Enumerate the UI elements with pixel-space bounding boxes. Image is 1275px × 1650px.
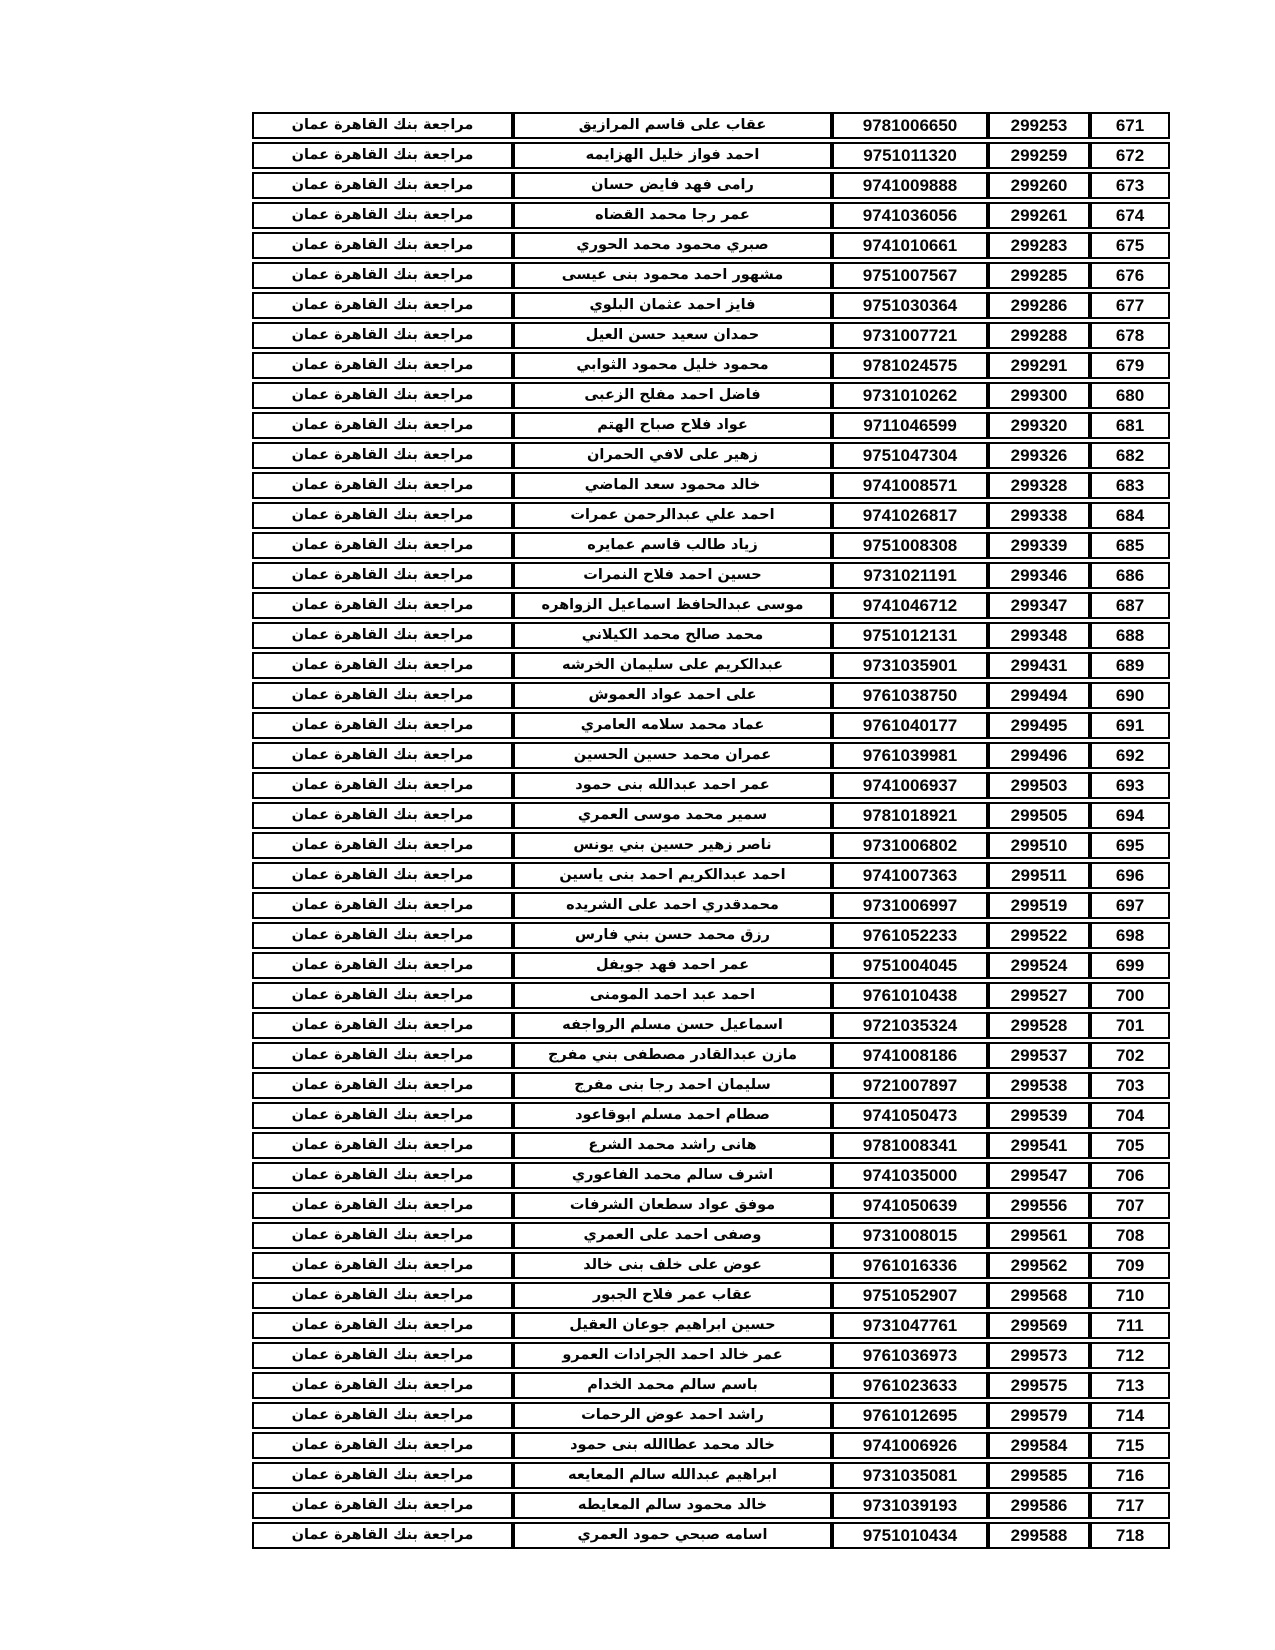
name-cell: سليمان احمد رجا بنى مفرج <box>513 1072 832 1099</box>
name-cell: احمد عبد احمد المومنى <box>513 982 832 1009</box>
national-id-cell: 9761036973 <box>832 1342 988 1369</box>
code-cell: 299524 <box>988 952 1090 979</box>
name-cell: باسم سالم محمد الخدام <box>513 1372 832 1399</box>
table-row <box>252 1402 1170 1429</box>
bank-note-cell: مراجعة بنك القاهرة عمان <box>252 1102 513 1129</box>
table-row <box>252 592 1170 619</box>
national-id-cell: 9751004045 <box>832 952 988 979</box>
table-row <box>252 1072 1170 1099</box>
table-row <box>252 1342 1170 1369</box>
code-cell: 299260 <box>988 172 1090 199</box>
national-id-cell: 9761052233 <box>832 922 988 949</box>
code-cell: 299511 <box>988 862 1090 889</box>
bank-note-cell: مراجعة بنك القاهرة عمان <box>252 892 513 919</box>
code-cell: 299338 <box>988 502 1090 529</box>
table-row <box>252 1222 1170 1249</box>
code-cell: 299494 <box>988 682 1090 709</box>
serial-cell: 692 <box>1090 742 1170 769</box>
bank-note-cell: مراجعة بنك القاهرة عمان <box>252 202 513 229</box>
serial-cell: 680 <box>1090 382 1170 409</box>
name-cell: صبري محمود محمد الحوري <box>513 232 832 259</box>
code-cell: 299537 <box>988 1042 1090 1069</box>
serial-cell: 676 <box>1090 262 1170 289</box>
bank-note-cell: مراجعة بنك القاهرة عمان <box>252 832 513 859</box>
serial-cell: 686 <box>1090 562 1170 589</box>
national-id-cell: 9741050639 <box>832 1192 988 1219</box>
national-id-cell: 9741008571 <box>832 472 988 499</box>
national-id-cell: 9761023633 <box>832 1372 988 1399</box>
table-row <box>252 172 1170 199</box>
serial-cell: 697 <box>1090 892 1170 919</box>
serial-cell: 685 <box>1090 532 1170 559</box>
table-row <box>252 442 1170 469</box>
serial-cell: 671 <box>1090 112 1170 139</box>
name-cell: عقاب على قاسم المرازيق <box>513 112 832 139</box>
table-row <box>252 292 1170 319</box>
code-cell: 299326 <box>988 442 1090 469</box>
code-cell: 299556 <box>988 1192 1090 1219</box>
national-id-cell: 9751047304 <box>832 442 988 469</box>
code-cell: 299328 <box>988 472 1090 499</box>
table-row <box>252 982 1170 1009</box>
table-row <box>252 1132 1170 1159</box>
table-row <box>252 622 1170 649</box>
national-id-cell: 9741046712 <box>832 592 988 619</box>
name-cell: رزق محمد حسن بني فارس <box>513 922 832 949</box>
national-id-cell: 9781006650 <box>832 112 988 139</box>
national-id-cell: 9741036056 <box>832 202 988 229</box>
records-table <box>252 109 1170 1552</box>
code-cell: 299285 <box>988 262 1090 289</box>
bank-note-cell: مراجعة بنك القاهرة عمان <box>252 1042 513 1069</box>
national-id-cell: 9741050473 <box>832 1102 988 1129</box>
table-row <box>252 1372 1170 1399</box>
table-row <box>252 1312 1170 1339</box>
table-row <box>252 352 1170 379</box>
code-cell: 299588 <box>988 1522 1090 1549</box>
bank-note-cell: مراجعة بنك القاهرة عمان <box>252 1012 513 1039</box>
bank-note-cell: مراجعة بنك القاهرة عمان <box>252 772 513 799</box>
bank-note-cell: مراجعة بنك القاهرة عمان <box>252 1192 513 1219</box>
bank-note-cell: مراجعة بنك القاهرة عمان <box>252 1312 513 1339</box>
national-id-cell: 9741009888 <box>832 172 988 199</box>
bank-note-cell: مراجعة بنك القاهرة عمان <box>252 502 513 529</box>
serial-cell: 703 <box>1090 1072 1170 1099</box>
table-row <box>252 502 1170 529</box>
national-id-cell: 9741026817 <box>832 502 988 529</box>
serial-cell: 718 <box>1090 1522 1170 1549</box>
name-cell: عمر احمد عبدالله بنى حمود <box>513 772 832 799</box>
name-cell: عمر رجا محمد القضاه <box>513 202 832 229</box>
name-cell: ابراهيم عبدالله سالم المعايعه <box>513 1462 832 1489</box>
code-cell: 299320 <box>988 412 1090 439</box>
table-row <box>252 232 1170 259</box>
table-row <box>252 952 1170 979</box>
serial-cell: 684 <box>1090 502 1170 529</box>
serial-cell: 715 <box>1090 1432 1170 1459</box>
serial-cell: 691 <box>1090 712 1170 739</box>
table-row <box>252 1462 1170 1489</box>
serial-cell: 713 <box>1090 1372 1170 1399</box>
name-cell: احمد فواز خليل الهزايمه <box>513 142 832 169</box>
serial-cell: 708 <box>1090 1222 1170 1249</box>
bank-note-cell: مراجعة بنك القاهرة عمان <box>252 1162 513 1189</box>
table-row <box>252 1522 1170 1549</box>
national-id-cell: 9711046599 <box>832 412 988 439</box>
name-cell: محمدقدري احمد على الشريده <box>513 892 832 919</box>
code-cell: 299547 <box>988 1162 1090 1189</box>
serial-cell: 682 <box>1090 442 1170 469</box>
table-row <box>252 862 1170 889</box>
name-cell: عمران محمد حسين الحسين <box>513 742 832 769</box>
name-cell: صطام احمد مسلم ابوقاعود <box>513 1102 832 1129</box>
serial-cell: 675 <box>1090 232 1170 259</box>
code-cell: 299288 <box>988 322 1090 349</box>
national-id-cell: 9731006802 <box>832 832 988 859</box>
code-cell: 299527 <box>988 982 1090 1009</box>
name-cell: عماد محمد سلامه العامري <box>513 712 832 739</box>
name-cell: محمد صالح محمد الكيلاني <box>513 622 832 649</box>
bank-note-cell: مراجعة بنك القاهرة عمان <box>252 562 513 589</box>
code-cell: 299495 <box>988 712 1090 739</box>
serial-cell: 701 <box>1090 1012 1170 1039</box>
name-cell: محمود خليل محمود الثوابي <box>513 352 832 379</box>
name-cell: حسين ابراهيم جوعان العقيل <box>513 1312 832 1339</box>
bank-note-cell: مراجعة بنك القاهرة عمان <box>252 952 513 979</box>
bank-note-cell: مراجعة بنك القاهرة عمان <box>252 682 513 709</box>
code-cell: 299573 <box>988 1342 1090 1369</box>
bank-note-cell: مراجعة بنك القاهرة عمان <box>252 232 513 259</box>
national-id-cell: 9751010434 <box>832 1522 988 1549</box>
national-id-cell: 9751007567 <box>832 262 988 289</box>
national-id-cell: 9781008341 <box>832 1132 988 1159</box>
name-cell: زهير على لافي الحمران <box>513 442 832 469</box>
national-id-cell: 9741008186 <box>832 1042 988 1069</box>
code-cell: 299539 <box>988 1102 1090 1129</box>
name-cell: عوض على خلف بنى خالد <box>513 1252 832 1279</box>
serial-cell: 711 <box>1090 1312 1170 1339</box>
national-id-cell: 9751030364 <box>832 292 988 319</box>
name-cell: راشد احمد عوض الرحمات <box>513 1402 832 1429</box>
name-cell: عقاب عمر فلاح الجبور <box>513 1282 832 1309</box>
national-id-cell: 9751011320 <box>832 142 988 169</box>
name-cell: احمد عبدالكريم احمد بنى ياسين <box>513 862 832 889</box>
table-row <box>252 262 1170 289</box>
table-row <box>252 742 1170 769</box>
bank-note-cell: مراجعة بنك القاهرة عمان <box>252 712 513 739</box>
national-id-cell: 9731010262 <box>832 382 988 409</box>
name-cell: رامى فهد فايض حسان <box>513 172 832 199</box>
bank-note-cell: مراجعة بنك القاهرة عمان <box>252 382 513 409</box>
serial-cell: 690 <box>1090 682 1170 709</box>
serial-cell: 706 <box>1090 1162 1170 1189</box>
national-id-cell: 9761016336 <box>832 1252 988 1279</box>
serial-cell: 696 <box>1090 862 1170 889</box>
table-row <box>252 772 1170 799</box>
table-row <box>252 382 1170 409</box>
code-cell: 299579 <box>988 1402 1090 1429</box>
bank-note-cell: مراجعة بنك القاهرة عمان <box>252 1462 513 1489</box>
code-cell: 299585 <box>988 1462 1090 1489</box>
code-cell: 299522 <box>988 922 1090 949</box>
serial-cell: 678 <box>1090 322 1170 349</box>
code-cell: 299253 <box>988 112 1090 139</box>
bank-note-cell: مراجعة بنك القاهرة عمان <box>252 652 513 679</box>
national-id-cell: 9761012695 <box>832 1402 988 1429</box>
bank-note-cell: مراجعة بنك القاهرة عمان <box>252 172 513 199</box>
code-cell: 299503 <box>988 772 1090 799</box>
code-cell: 299291 <box>988 352 1090 379</box>
name-cell: موسى عبدالحافظ اسماعيل الزواهره <box>513 592 832 619</box>
national-id-cell: 9741006926 <box>832 1432 988 1459</box>
national-id-cell: 9751008308 <box>832 532 988 559</box>
national-id-cell: 9761039981 <box>832 742 988 769</box>
serial-cell: 712 <box>1090 1342 1170 1369</box>
code-cell: 299586 <box>988 1492 1090 1519</box>
bank-note-cell: مراجعة بنك القاهرة عمان <box>252 592 513 619</box>
table-row <box>252 1102 1170 1129</box>
bank-note-cell: مراجعة بنك القاهرة عمان <box>252 112 513 139</box>
name-cell: اسماعيل حسن مسلم الرواجفه <box>513 1012 832 1039</box>
code-cell: 299286 <box>988 292 1090 319</box>
code-cell: 299283 <box>988 232 1090 259</box>
code-cell: 299261 <box>988 202 1090 229</box>
name-cell: حسين احمد فلاح النمرات <box>513 562 832 589</box>
bank-note-cell: مراجعة بنك القاهرة عمان <box>252 802 513 829</box>
national-id-cell: 9741007363 <box>832 862 988 889</box>
bank-note-cell: مراجعة بنك القاهرة عمان <box>252 1522 513 1549</box>
name-cell: احمد علي عبدالرحمن عمرات <box>513 502 832 529</box>
table-row <box>252 532 1170 559</box>
name-cell: اسامه صبحي حمود العمري <box>513 1522 832 1549</box>
name-cell: على احمد عواد العموش <box>513 682 832 709</box>
code-cell: 299348 <box>988 622 1090 649</box>
bank-note-cell: مراجعة بنك القاهرة عمان <box>252 982 513 1009</box>
bank-note-cell: مراجعة بنك القاهرة عمان <box>252 352 513 379</box>
name-cell: حمدان سعيد حسن العيل <box>513 322 832 349</box>
code-cell: 299561 <box>988 1222 1090 1249</box>
table-row <box>252 1252 1170 1279</box>
code-cell: 299505 <box>988 802 1090 829</box>
table-row <box>252 652 1170 679</box>
name-cell: مازن عبدالقادر مصطفى بني مفرج <box>513 1042 832 1069</box>
name-cell: خالد محمود سالم المعايطه <box>513 1492 832 1519</box>
serial-cell: 698 <box>1090 922 1170 949</box>
code-cell: 299519 <box>988 892 1090 919</box>
serial-cell: 677 <box>1090 292 1170 319</box>
bank-note-cell: مراجعة بنك القاهرة عمان <box>252 1072 513 1099</box>
code-cell: 299510 <box>988 832 1090 859</box>
name-cell: خالد محمود سعد الماضي <box>513 472 832 499</box>
bank-note-cell: مراجعة بنك القاهرة عمان <box>252 1342 513 1369</box>
table-row <box>252 1432 1170 1459</box>
serial-cell: 683 <box>1090 472 1170 499</box>
name-cell: عمر احمد فهد جويفل <box>513 952 832 979</box>
bank-note-cell: مراجعة بنك القاهرة عمان <box>252 262 513 289</box>
bank-note-cell: مراجعة بنك القاهرة عمان <box>252 322 513 349</box>
table-row <box>252 472 1170 499</box>
bank-note-cell: مراجعة بنك القاهرة عمان <box>252 1492 513 1519</box>
bank-note-cell: مراجعة بنك القاهرة عمان <box>252 1372 513 1399</box>
serial-cell: 716 <box>1090 1462 1170 1489</box>
bank-note-cell: مراجعة بنك القاهرة عمان <box>252 862 513 889</box>
name-cell: مشهور احمد محمود بنى عيسى <box>513 262 832 289</box>
code-cell: 299346 <box>988 562 1090 589</box>
code-cell: 299584 <box>988 1432 1090 1459</box>
bank-note-cell: مراجعة بنك القاهرة عمان <box>252 442 513 469</box>
table-row <box>252 1012 1170 1039</box>
name-cell: هانى راشد محمد الشرع <box>513 1132 832 1159</box>
code-cell: 299538 <box>988 1072 1090 1099</box>
serial-cell: 673 <box>1090 172 1170 199</box>
national-id-cell: 9741010661 <box>832 232 988 259</box>
code-cell: 299541 <box>988 1132 1090 1159</box>
code-cell: 299259 <box>988 142 1090 169</box>
table-row <box>252 892 1170 919</box>
code-cell: 299300 <box>988 382 1090 409</box>
code-cell: 299347 <box>988 592 1090 619</box>
national-id-cell: 9781024575 <box>832 352 988 379</box>
bank-note-cell: مراجعة بنك القاهرة عمان <box>252 142 513 169</box>
national-id-cell: 9731035081 <box>832 1462 988 1489</box>
serial-cell: 702 <box>1090 1042 1170 1069</box>
table-row <box>252 322 1170 349</box>
name-cell: عبدالكريم على سليمان الخرشه <box>513 652 832 679</box>
national-id-cell: 9741035000 <box>832 1162 988 1189</box>
national-id-cell: 9731008015 <box>832 1222 988 1249</box>
serial-cell: 705 <box>1090 1132 1170 1159</box>
code-cell: 299431 <box>988 652 1090 679</box>
code-cell: 299562 <box>988 1252 1090 1279</box>
code-cell: 299569 <box>988 1312 1090 1339</box>
national-id-cell: 9731039193 <box>832 1492 988 1519</box>
serial-cell: 714 <box>1090 1402 1170 1429</box>
table-row <box>252 1162 1170 1189</box>
national-id-cell: 9721007897 <box>832 1072 988 1099</box>
national-id-cell: 9731047761 <box>832 1312 988 1339</box>
name-cell: فايز احمد عثمان البلوي <box>513 292 832 319</box>
serial-cell: 672 <box>1090 142 1170 169</box>
bank-note-cell: مراجعة بنك القاهرة عمان <box>252 1432 513 1459</box>
bank-note-cell: مراجعة بنك القاهرة عمان <box>252 532 513 559</box>
name-cell: عمر خالد احمد الجرادات العمرو <box>513 1342 832 1369</box>
national-id-cell: 9751012131 <box>832 622 988 649</box>
national-id-cell: 9761040177 <box>832 712 988 739</box>
serial-cell: 704 <box>1090 1102 1170 1129</box>
table-row <box>252 202 1170 229</box>
serial-cell: 710 <box>1090 1282 1170 1309</box>
table-row <box>252 832 1170 859</box>
table-row <box>252 802 1170 829</box>
serial-cell: 695 <box>1090 832 1170 859</box>
name-cell: عواد فلاح صباح الهتم <box>513 412 832 439</box>
national-id-cell: 9761010438 <box>832 982 988 1009</box>
serial-cell: 679 <box>1090 352 1170 379</box>
code-cell: 299568 <box>988 1282 1090 1309</box>
national-id-cell: 9731035901 <box>832 652 988 679</box>
national-id-cell: 9721035324 <box>832 1012 988 1039</box>
bank-note-cell: مراجعة بنك القاهرة عمان <box>252 1402 513 1429</box>
table-row <box>252 1192 1170 1219</box>
records-table-body <box>252 112 1170 1549</box>
serial-cell: 694 <box>1090 802 1170 829</box>
code-cell: 299528 <box>988 1012 1090 1039</box>
serial-cell: 707 <box>1090 1192 1170 1219</box>
bank-note-cell: مراجعة بنك القاهرة عمان <box>252 1132 513 1159</box>
bank-note-cell: مراجعة بنك القاهرة عمان <box>252 1282 513 1309</box>
table-row <box>252 1282 1170 1309</box>
name-cell: خالد محمد عطاالله بنى حمود <box>513 1432 832 1459</box>
code-cell: 299496 <box>988 742 1090 769</box>
bank-note-cell: مراجعة بنك القاهرة عمان <box>252 922 513 949</box>
bank-note-cell: مراجعة بنك القاهرة عمان <box>252 742 513 769</box>
name-cell: وصفى احمد على العمري <box>513 1222 832 1249</box>
table-row <box>252 922 1170 949</box>
bank-note-cell: مراجعة بنك القاهرة عمان <box>252 292 513 319</box>
serial-cell: 717 <box>1090 1492 1170 1519</box>
name-cell: ناصر زهير حسين بني يونس <box>513 832 832 859</box>
name-cell: فاضل احمد مفلح الزعبى <box>513 382 832 409</box>
bank-note-cell: مراجعة بنك القاهرة عمان <box>252 622 513 649</box>
national-id-cell: 9731021191 <box>832 562 988 589</box>
name-cell: اشرف سالم محمد الفاعوري <box>513 1162 832 1189</box>
bank-note-cell: مراجعة بنك القاهرة عمان <box>252 1252 513 1279</box>
table-row <box>252 1492 1170 1519</box>
code-cell: 299575 <box>988 1372 1090 1399</box>
national-id-cell: 9751052907 <box>832 1282 988 1309</box>
table-row <box>252 1042 1170 1069</box>
serial-cell: 688 <box>1090 622 1170 649</box>
name-cell: سمير محمد موسى العمري <box>513 802 832 829</box>
national-id-cell: 9741006937 <box>832 772 988 799</box>
serial-cell: 674 <box>1090 202 1170 229</box>
table-row <box>252 682 1170 709</box>
serial-cell: 709 <box>1090 1252 1170 1279</box>
serial-cell: 687 <box>1090 592 1170 619</box>
table-row <box>252 712 1170 739</box>
name-cell: زياد طالب قاسم عمايره <box>513 532 832 559</box>
table-row <box>252 112 1170 139</box>
serial-cell: 689 <box>1090 652 1170 679</box>
name-cell: موفق عواد سطعان الشرفات <box>513 1192 832 1219</box>
serial-cell: 693 <box>1090 772 1170 799</box>
serial-cell: 699 <box>1090 952 1170 979</box>
bank-note-cell: مراجعة بنك القاهرة عمان <box>252 1222 513 1249</box>
serial-cell: 681 <box>1090 412 1170 439</box>
serial-cell: 700 <box>1090 982 1170 1009</box>
national-id-cell: 9731006997 <box>832 892 988 919</box>
national-id-cell: 9761038750 <box>832 682 988 709</box>
bank-note-cell: مراجعة بنك القاهرة عمان <box>252 412 513 439</box>
table-row <box>252 142 1170 169</box>
national-id-cell: 9731007721 <box>832 322 988 349</box>
code-cell: 299339 <box>988 532 1090 559</box>
national-id-cell: 9781018921 <box>832 802 988 829</box>
bank-note-cell: مراجعة بنك القاهرة عمان <box>252 472 513 499</box>
table-row <box>252 412 1170 439</box>
table-row <box>252 562 1170 589</box>
